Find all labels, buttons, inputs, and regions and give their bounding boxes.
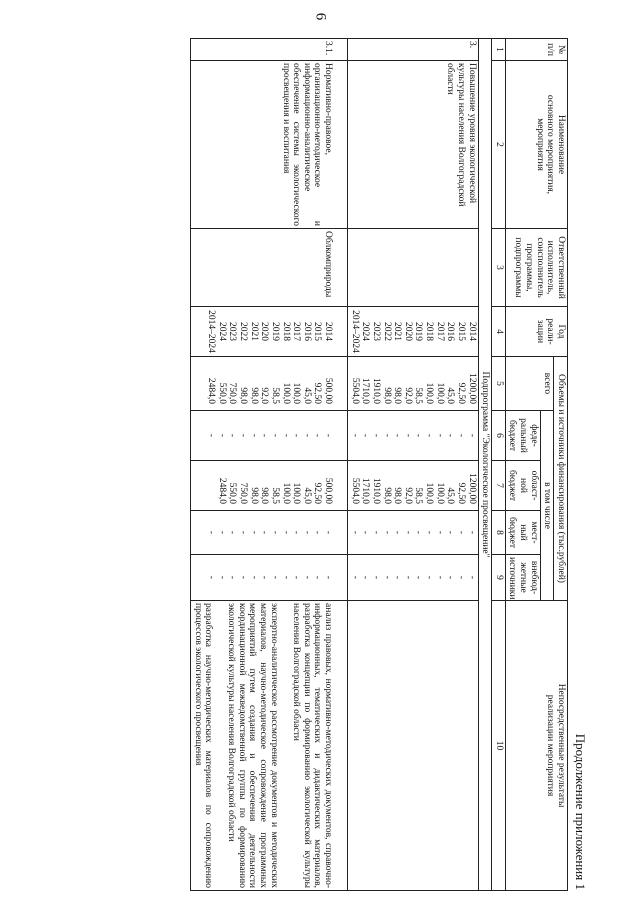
header-results: Непосредственные результаты реализации мероприятия	[505, 601, 567, 891]
header-responsible: Ответственный исполнитель, соисполнитель программы, подпрограммы	[505, 229, 567, 307]
local-values: - - - - - - - - - - - -	[191, 511, 348, 555]
header-total: всего	[505, 357, 554, 411]
activity-name: Повышение уровня экологической культуры населения Волгоградской области	[348, 61, 479, 229]
header-including: в том числе	[540, 411, 554, 601]
result-text: экспертно-аналитическое рассмотрение документов и методических материалов, научно-методическое сопровождение программных мероприятий путем создания и обеспечения деятельности координационной межведомственной группы по формированию экологической культуры населения Волгоградской области	[226, 603, 279, 889]
subprogram-title: Подпрограмма "Экологическое просвещение"	[478, 39, 492, 891]
local-values: - - - - - - - - - - - -	[348, 511, 479, 555]
column-number: 5	[492, 357, 506, 411]
header-funding: Объемы и источники финансирования (тыс.рублей)	[554, 357, 568, 601]
column-number: 7	[492, 461, 506, 511]
rotated-sheet	[118, 38, 588, 898]
header-offbudget: внебюд- жетные источники	[505, 555, 540, 601]
regional-values: 1200,00 92,50 45,0 100,0 100,0 58,5 92,0 98,0 98,0 1910,0 1710,0 5504,0	[348, 461, 479, 511]
table-row	[191, 39, 348, 891]
header-local: мест- ный бюджет	[505, 511, 540, 555]
header-federal: феде- ральный бюджет	[505, 411, 540, 461]
total-values: 1200,00 92,50 45,0 100,0 100,0 58,5 92,0 98,0 98,0 1910,0 1710,0 5504,0	[348, 357, 479, 411]
result-text: анализ правовых, нормативно-методических документов, справочно-информационных, тематических и дидактических материалов, разработка концепции по формированию экологической культуры населения Волгоградской области	[291, 603, 334, 889]
header-row-1	[554, 39, 568, 891]
result-text: разработка научно-методических материалов по сопровождению процессов экологического просвещения	[192, 603, 214, 889]
table-row	[348, 39, 479, 891]
program-table	[190, 38, 568, 891]
header-year: Год реали- зации	[505, 307, 567, 357]
row-number: 3.1.	[191, 39, 348, 61]
column-number: 4	[492, 307, 506, 357]
offbudget-values: - - - - - - - - - - - -	[348, 555, 479, 601]
column-number: 9	[492, 555, 506, 601]
years: 2014 2015 2016 2017 2018 2019 2020 2021 2022 2023 2024 2014–2024	[191, 307, 348, 357]
responsible: Облкомприроды	[191, 229, 348, 307]
column-number: 10	[492, 601, 506, 891]
results	[348, 601, 479, 891]
header-name: Наименование основного мероприятия, мероприятия	[505, 61, 567, 229]
header-regional: област- ной бюджет	[505, 461, 540, 511]
total-values: 500,00 92,50 45,0 100,0 100,0 58,5 92,0 98,0 98,0 750,0 550,0 2484,0	[191, 357, 348, 411]
row-number: 3.	[348, 39, 479, 61]
column-number: 1	[492, 39, 506, 61]
activity-name: Нормативно-правовое, организационно-методическое и информационно-аналитическое обеспечение системы экологического просвещения и воспитания	[191, 61, 348, 229]
federal-values: - - - - - - - - - - - -	[191, 411, 348, 461]
responsible	[348, 229, 479, 307]
column-number: 6	[492, 411, 506, 461]
continuation-heading: Продолжение приложения 1	[573, 733, 588, 890]
years: 2014 2015 2016 2017 2018 2019 2020 2021 2022 2023 2024 2014–2024	[348, 307, 479, 357]
results-cell	[191, 601, 348, 891]
subprogram-title-row	[478, 39, 492, 891]
regional-values: 500,00 92,50 45,0 100,0 100,0 58,5 98,0 98,0 750,0 550,0 2484,0	[191, 461, 348, 511]
column-number: 2	[492, 61, 506, 229]
header-num: № п/п	[505, 39, 567, 61]
offbudget-values: - - - - - - - - - - - -	[191, 555, 348, 601]
federal-values: - - - - - - - - - - - -	[348, 411, 479, 461]
page-number: 6	[312, 12, 329, 21]
column-number: 3	[492, 229, 506, 307]
column-numbers-row	[492, 39, 506, 891]
column-number: 8	[492, 511, 506, 555]
